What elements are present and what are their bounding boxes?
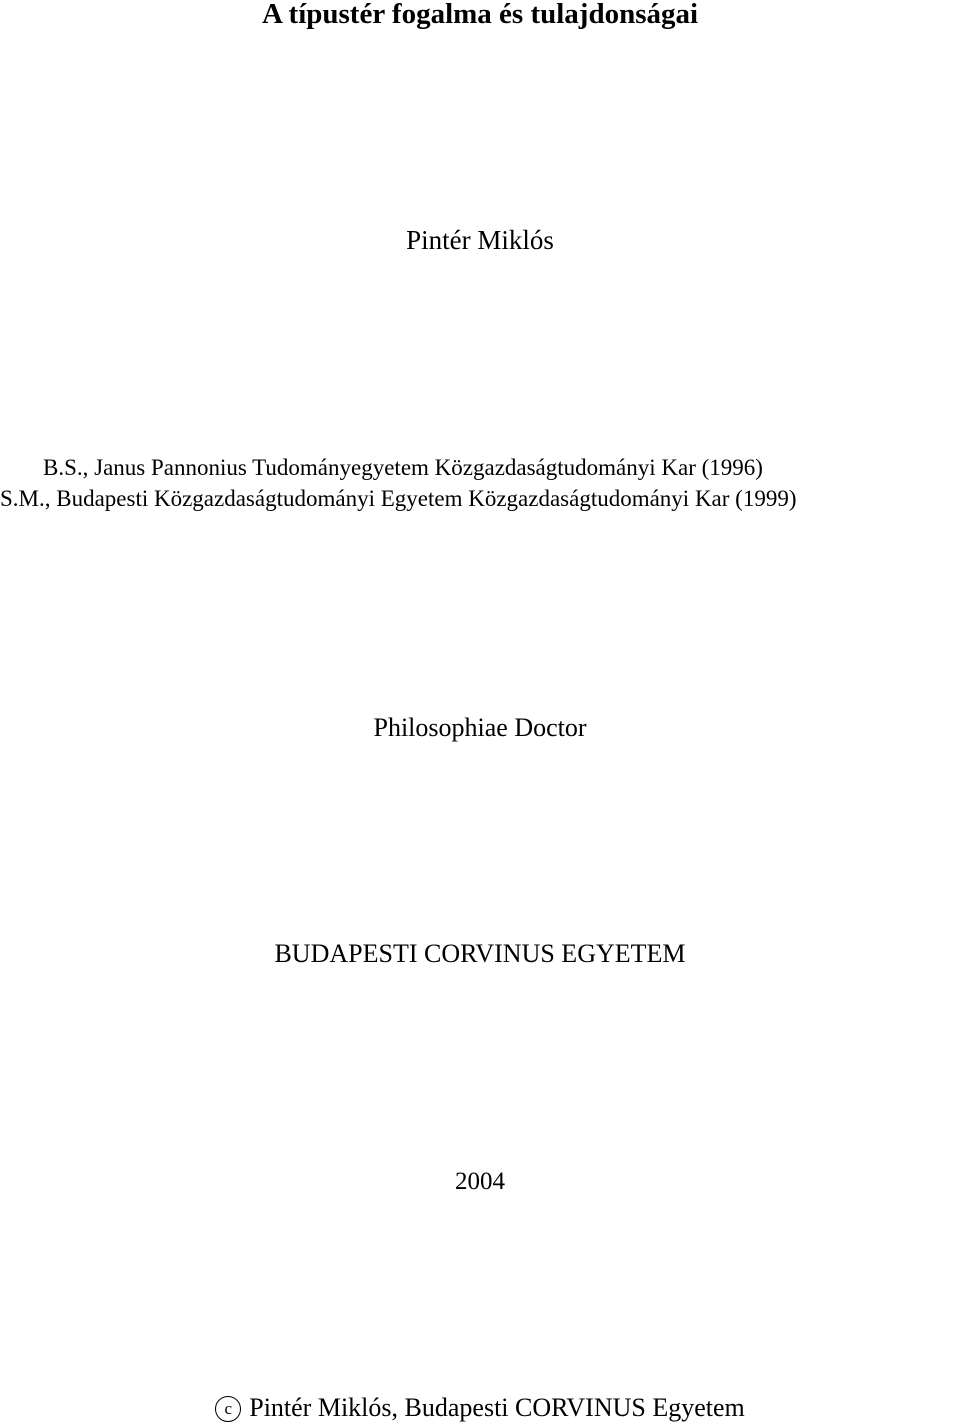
- university-name: BUDAPESTI CORVINUS EGYETEM: [274, 939, 686, 968]
- copyright-line: [0, 1395, 960, 1422]
- author-name: Pintér Miklós: [406, 225, 554, 255]
- degree-title: Philosophiae Doctor: [373, 713, 587, 742]
- document-title: A típustér fogalma és tulajdonságai: [261, 0, 699, 30]
- year: 2004: [455, 1168, 505, 1195]
- degree-bs: B.S., Janus Pannonius Tudományegyetem Közgazdaságtudományi Kar (1996): [43, 455, 763, 480]
- copyright-holder: Pintér Miklós, Budapesti CORVINUS Egyetem: [249, 1393, 745, 1422]
- degree-ms: S.M., Budapesti Közgazdaságtudományi Egyetem Közgazdaságtudományi Kar (1999): [0, 486, 797, 511]
- copyright-icon: c: [215, 1396, 241, 1422]
